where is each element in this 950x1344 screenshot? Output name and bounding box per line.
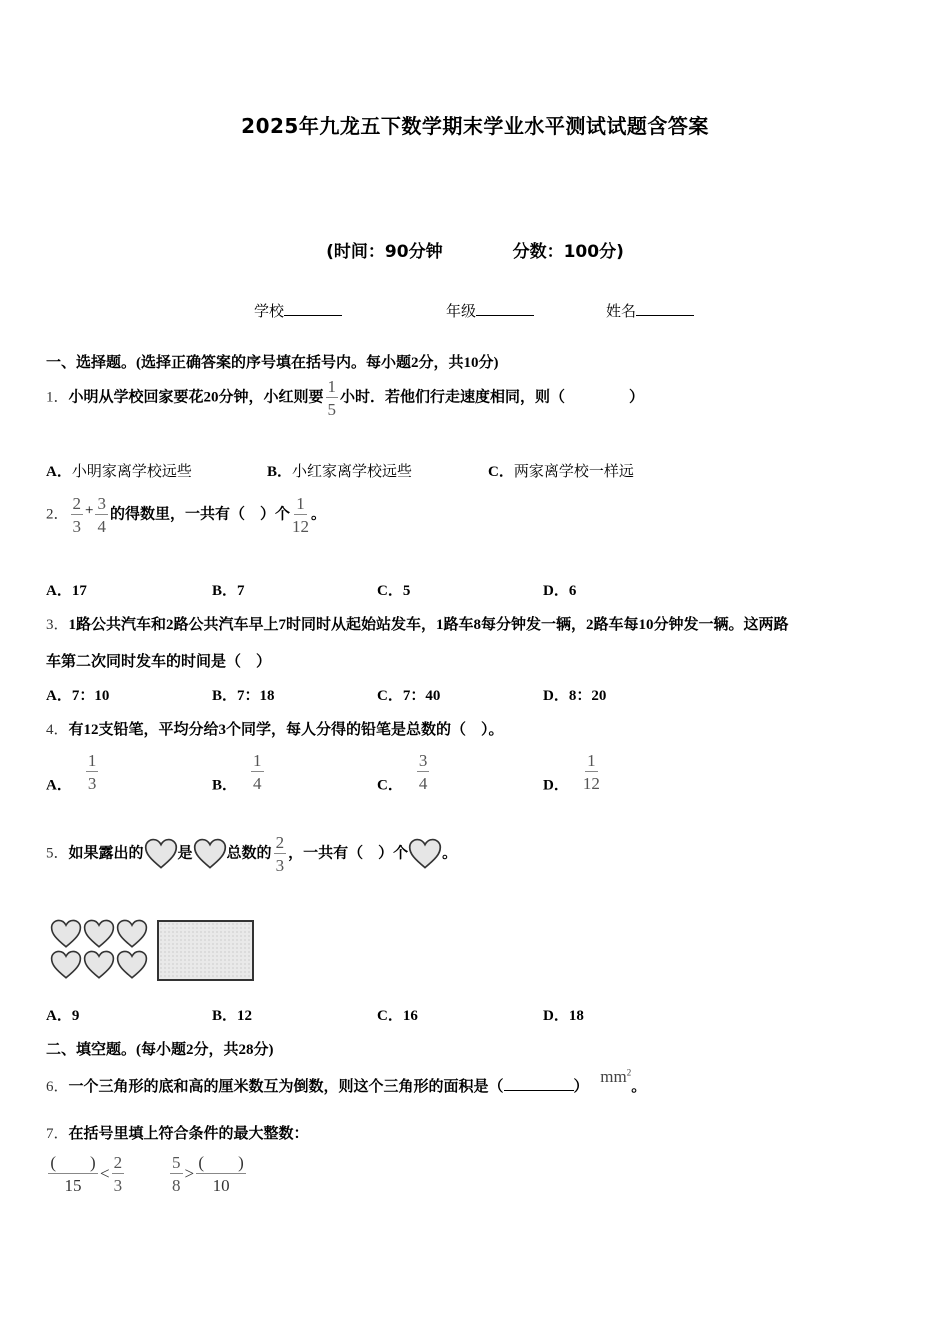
question-text: 一个三角形的底和高的厘米数互为倒数，则这个三角形的面积是（ — [68, 1079, 504, 1095]
heart-icon — [116, 919, 148, 949]
heart-icon — [408, 838, 442, 870]
grade-field[interactable] — [446, 300, 534, 321]
question-number: 1． — [46, 389, 69, 406]
q3-option-c[interactable]: C．7：40 — [377, 688, 441, 704]
question-text: 的得数里，一共有（ ）个 — [109, 506, 290, 523]
question-text: 在括号里填上符合条件的最大整数： — [68, 1126, 309, 1142]
q3-option-b[interactable]: B．7：18 — [212, 688, 275, 704]
heart-icon — [83, 919, 115, 949]
question-2: 2． $\frac{2}{3}$ + $\frac{3}{4}$ 的得数里，一共有（ ）个 $\frac{1}{12}$ 。 — [46, 494, 327, 536]
q1-option-b[interactable]: B．小红家离学校远些 — [267, 464, 413, 480]
q5-option-c[interactable]: C．16 — [377, 1008, 418, 1024]
exam-score: 分数：100分) — [512, 242, 624, 262]
heart-icon — [193, 838, 227, 870]
question-6: 6．一个三角形的底和高的厘米数互为倒数，则这个三角形的面积是（ ） $mm^2$。 — [46, 1067, 647, 1095]
fraction: $\frac{1}{12}$ — [292, 494, 309, 536]
q5-option-a[interactable]: A．9 — [46, 1008, 80, 1024]
question-number: 3． — [46, 617, 69, 633]
q4-option-c[interactable]: C． $\frac{3}{4}$ — [377, 751, 428, 794]
answer-blank[interactable]: ( ) — [48, 1154, 98, 1174]
question-number: 4． — [46, 722, 69, 738]
name-label: 姓名 — [606, 302, 637, 320]
q2-option-d[interactable]: D．6 — [543, 583, 577, 599]
answer-blank[interactable]: ( ) — [196, 1154, 246, 1174]
school-field[interactable] — [254, 300, 342, 321]
q1-option-c[interactable]: C．两家离学校一样远 — [488, 464, 634, 480]
inequality-1: $\frac{( )}{15}$ < $\frac{2}{3}$ — [46, 1154, 126, 1194]
q2-option-b[interactable]: B．7 — [212, 583, 245, 599]
q2-option-c[interactable]: C．5 — [377, 583, 411, 599]
heart-icon — [144, 838, 178, 870]
question-number: 2． — [46, 506, 69, 523]
q3-option-a[interactable]: A．7：10 — [46, 688, 110, 704]
name-field[interactable] — [606, 300, 694, 321]
heart-icon — [50, 950, 82, 980]
fraction: $\frac{2}{3}$ — [275, 833, 285, 875]
unit-label: $mm^2$ — [600, 1067, 632, 1086]
question-number: 6． — [46, 1079, 69, 1095]
q1-option-a[interactable]: A．小明家离学校远些 — [46, 464, 192, 480]
heart-icon — [83, 950, 115, 980]
question-text: 小时．若他们行走速度相同，则（ — [340, 389, 566, 406]
question-text: 小明从学校回家要花20分钟，小红则要 — [68, 389, 324, 406]
school-label: 学校 — [254, 302, 285, 320]
answer-blank[interactable] — [504, 1078, 574, 1091]
question-text: 1路公共汽车和2路公共汽车早上7时同时从起始站发车，1路车8每分钟发一辆，2路车每10分钟发一辆。这两路 — [68, 617, 789, 633]
school-blank[interactable] — [284, 301, 342, 316]
q5-option-d[interactable]: D．18 — [543, 1008, 584, 1024]
name-blank[interactable] — [636, 301, 694, 316]
heart-icon — [50, 919, 82, 949]
exam-info — [0, 237, 950, 262]
q4-option-b[interactable]: B． $\frac{1}{4}$ — [212, 751, 262, 794]
question-3 — [46, 613, 789, 634]
question-3-cont: 车第二次同时发车的时间是（ ） — [46, 654, 272, 670]
section-fill-heading: 二、填空题。(每小题2分，共28分) — [46, 1042, 274, 1058]
q5-option-b[interactable]: B．12 — [212, 1008, 253, 1024]
question-number: 7． — [46, 1126, 69, 1142]
fraction: $\frac{1}{5}$ — [327, 377, 337, 419]
inequality-2: $\frac{5}{8}$ > $\frac{( )}{10}$ — [168, 1154, 248, 1194]
q3-option-d[interactable]: D．8：20 — [543, 688, 607, 704]
hidden-hearts-box — [157, 920, 254, 981]
heart-icon — [116, 950, 148, 980]
fraction: $\frac{2}{3}$ — [72, 494, 82, 536]
fraction: $\frac{3}{4}$ — [97, 494, 106, 536]
q4-option-d[interactable]: D． $\frac{1}{12}$ — [543, 751, 600, 794]
section-choice-heading: 一、选择题。(选择正确答案的序号填在括号内。每小题2分，共10分) — [46, 355, 499, 371]
question-text: 有12支铅笔，平均分给3个同学，每人分得的铅笔是总数的（ ）。 — [68, 722, 504, 738]
q4-option-a[interactable]: A． $\frac{1}{3}$ — [46, 751, 97, 794]
grade-blank[interactable] — [476, 301, 534, 316]
question-number: 5． — [46, 845, 69, 862]
question-4 — [46, 718, 504, 739]
plus-sign: + — [85, 502, 94, 519]
grade-label: 年级 — [446, 302, 477, 320]
question-1: 1．小明从学校回家要花20分钟，小红则要 $\frac{1}{5}$ 小时．若他们行走速度相同，则（ ） — [46, 377, 645, 419]
q2-option-a[interactable]: A．17 — [46, 583, 87, 599]
question-5: 5．如果露出的 是 总数的 $\frac{2}{3}$ ，一共有（ ）个 。 — [46, 833, 458, 875]
question-7 — [46, 1122, 309, 1143]
exam-time: (时间：90分钟 — [326, 242, 443, 262]
document-title: 2025年九龙五下数学期末学业水平测试试题含答案 — [241, 114, 709, 138]
